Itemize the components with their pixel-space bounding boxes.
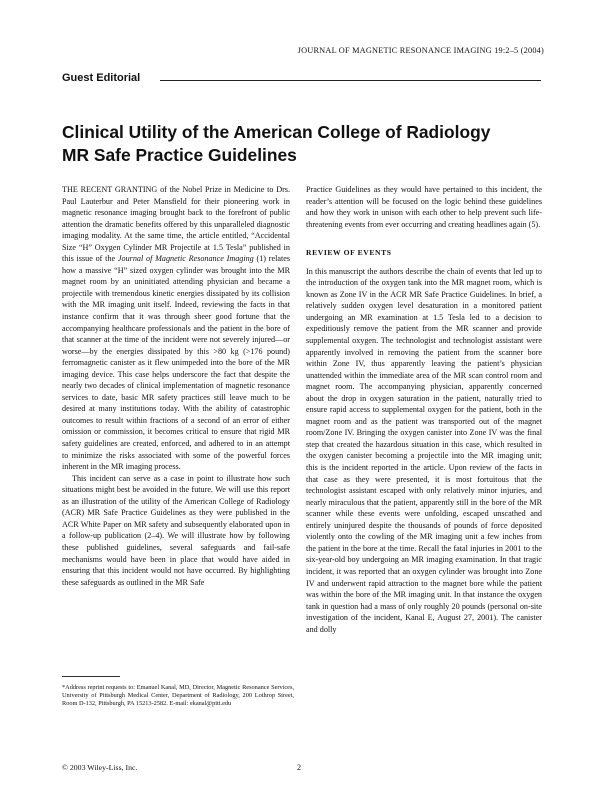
- copyright: © 2003 Wiley-Liss, Inc.: [62, 763, 138, 772]
- paragraph-1: [62, 184, 290, 473]
- paragraph-4: In this manuscript the authors describe the chain of events that led up to the introduction of the oxygen tank into the MR magnet room, which is known as Zone IV in the ACR MR Safe Practice Guidelines. In brief, a relatively sudden oxygen level desaturation in a monitored patient undergoing an MR examination at 1.5 Tesla led to a decision to expeditiously remove the patient from the MR scanner and provide supplemental oxygen. The technologist and technologist assistant were apparently involved in removing the patient from the scanner bore within Zone IV, thus apparently leaving the patient’s physician unattended within the immediate area of the MR scan control room and magnet room. The accompanying physician, apparently concerned about the drop in oxygen saturation in the patient, naturally tried to ensure rapid access to supplemental oxygen for the patient, both in the magnet room and as the patient was transported out of the magnet room/Zone IV. Bringing the oxygen canister into Zone IV was the final step that created the hazardous situation in this case, which resulted in the oxygen canister becoming a projectile into the MR imaging unit; this is the incident reported in the article. Upon review of the facts in that case as they were presented, it is most fortuitous that the technologist assistant escaped with only relatively minor injuries, and nearly miraculous that the patient, apparently still in the bore of the MR scanner while these events were unfolding, escaped unscathed and entirely uninjured despite the thousands of pounds of force deposited violently onto the cowling of the MR imaging unit a few inches from the patient in the bore at the time. Recall the fatal injuries in 2001 to the six-year-old boy undergoing an MR imaging examination. In that tragic incident, it was reported that an oxygen cylinder was brought into Zone IV and underwent rapid attraction to the magnet bore while the patient was within the bore of the MR imaging unit. In that instance the oxygen tank in question had a mass of only roughly 20 pounds (personal on-site investigation of the incident, Kanal E, August 27, 2001). The canister and dolly: [306, 266, 542, 634]
- footnote: *Address reprint requests to: Emanuel Kanal, MD, Director, Magnetic Resonance Services, University of Pittsburgh Medical Center, Department of Radiology, 200 Lothrop Street, Room D-132, Pittsburgh, PA 15213-2582. E-mail: ekanal@pitt.edu: [62, 684, 294, 708]
- paragraph-2: This incident can serve as a case in point to illustrate how such situations might best be avoided in the future. We will use this report as an illustration of the utility of the American College of Radiology (ACR) MR Safe Practice Guidelines as they were published in the ACR White Paper on MR safety and subsequently elaborated upon in a follow-up publication (2–4). We will illustrate how by following these published guidelines, several safeguards and fail-safe mechanisms would have been in place that would have aided in ensuring that this incident would not have occurred. By highlighting these safeguards as outlined in the MR Safe: [62, 473, 290, 587]
- paragraph-1-text-a: THE RECENT GRANTING of the Nobel Prize in Medicine to Drs. Paul Lauterbur and Peter Mansfield for their pioneering work in magnetic resonance imaging brought back to the forefront of public attention the dramatic benefits offered by this unparalleled diagnostic imaging modality. At the same time, the article entitled, “Accidental Size “H” Oxygen Cylinder MR Projectile at 1.5 Tesla” published in this issue of the: [62, 185, 290, 264]
- left-column: [62, 184, 290, 588]
- section-heading-review-of-events: REVIEW OF EVENTS: [306, 248, 392, 258]
- paragraph-1-text-b: (1) relates how a massive “H” sized oxygen cylinder was brought into the MR magnet room by an uninitiated attending physician and became a projectile with tremendous kinetic energies dissipated by its collision with the MR imaging unit itself. Indeed, reviewing the facts in that instance confirm that it was through sheer good fortune that the accompanying healthcare professionals and the patient in the bore of that scanner at the time of the incident were not severely injured—or worse—by the energies dissipated by this >80 kg (>176 pound) ferromagnetic canister as it flew unimpeded into the bore of the MR imaging device. This case helps underscore the fact that despite the nearly two decades of clinical implementation of magnetic resonance services to date, basic MR safety practices still leave much to be desired at many institutions today. With the ability of catastrophic outcomes to result within fractions of a second of an error of either omission or commission, it becomes critical to ensure that rigid MR safety guidelines are created, enforced, and adhered to in an attempt to minimize the risks associated with some of the powerful forces inherent in the MR imaging process.: [62, 254, 290, 472]
- journal-name: Journal of Magnetic Resonance Imaging: [117, 254, 254, 264]
- right-column: [306, 184, 542, 635]
- section-rule: [160, 80, 541, 81]
- page-number: 2: [297, 763, 301, 772]
- footnote-rule: [62, 676, 120, 677]
- paragraph-3: Practice Guidelines as they would have pertained to this incident, the reader’s attention will be focused on the logic behind these guidelines and how they work in unison with each other to help prevent such life-threatening events from ever occurring and creating headlines again (5).: [306, 185, 542, 229]
- title-line-1: Clinical Utility of the American College of Radiology: [62, 122, 491, 142]
- title-line-2: MR Safe Practice Guidelines: [62, 145, 297, 165]
- article-title: [62, 121, 542, 167]
- running-head: JOURNAL OF MAGNETIC RESONANCE IMAGING 19:2–5 (2004): [297, 46, 544, 55]
- section-label: Guest Editorial: [62, 72, 141, 84]
